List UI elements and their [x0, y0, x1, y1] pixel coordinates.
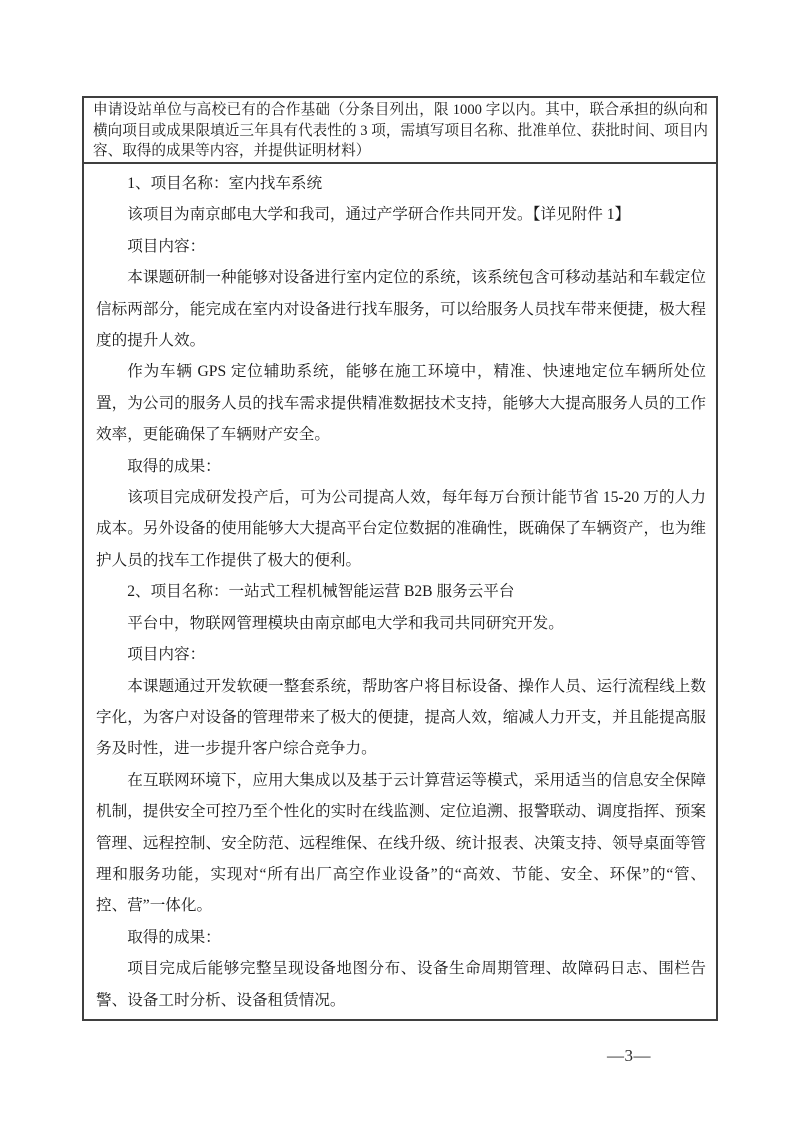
content-paragraph: 项目内容： — [127, 237, 206, 255]
content-paragraph: 该项目为南京邮电大学和我司，通过产学研合作共同开发。【详见附件 1】 — [127, 206, 631, 224]
content-paragraph: 作为车辆 GPS 定位辅助系统，能够在施工环境中，精准、快速地定位车辆所处位置，为公司的服务人员的找车需求提供精准数据技术支持，能够大大提高服务人员的工作效率，更能确保了车辆财产安全。 — [96, 363, 706, 444]
content-paragraph: 该项目完成研发投产后，可为公司提高人效，每年每万台预计能节省 15-20 万的人力成本。另外设备的使用能够大大提高平台定位数据的准确性，既确保了车辆资产，也为维护人员的找车工作提供了极大的便利。 — [96, 489, 706, 569]
content-paragraph: 平台中，物联网管理模块由南京邮电大学和我司共同研究开发。 — [127, 614, 564, 632]
page-number: —3— — [607, 1046, 651, 1065]
content-paragraph: 本课题研制一种能够对设备进行室内定位的系统，该系统包含可移动基站和车载定位信标两部分，能完成在室内对设备进行找车服务，可以给服务人员找车带来便捷，极大程度的提升人效。 — [96, 269, 706, 350]
form-field-content — [84, 164, 716, 1019]
content-paragraph: 取得的成果： — [127, 457, 221, 475]
content-paragraph: 在互联网环境下，应用大集成以及基于云计算营运等模式，采用适当的信息安全保障机制，提供安全可控乃至个性化的实时在线监测、定位追溯、报警联动、调度指挥、预案管理、远程控制、安全防范、远程维保、在线升级、统计报表、决策支持、领导桌面等管理和服务功能，实现对“所有出厂高空作业设备”的“高效、节能、安全、环保”的“管、控、营”一体化。 — [96, 771, 706, 915]
content-paragraph: 2、项目名称：一站式工程机械智能运营 B2B 服务云平台 — [127, 583, 515, 601]
form-field-label: 申请设站单位与高校已有的合作基础（分条目列出，限 1000 字以内。其中，联合承担的纵向和横向项目或成果限填近三年具有代表性的 3 项，需填写项目名称、批准单位、获批时间、项目内容、取得的成果等内容，并提供证明材料） — [93, 102, 708, 160]
content-paragraph: 1、项目名称：室内找车系统 — [127, 175, 323, 192]
content-paragraph: 项目完成后能够完整呈现设备地图分布、设备生命周期管理、故障码日志、围栏告警、设备工时分析、设备租赁情况。 — [96, 960, 706, 1009]
content-paragraph: 项目内容： — [127, 646, 206, 664]
cooperation-basis-table — [82, 96, 718, 1021]
content-paragraph: 取得的成果： — [127, 928, 221, 946]
content-paragraph: 本课题通过开发软硬一整套系统，帮助客户将目标设备、操作人员、运行流程线上数字化，为客户对设备的管理带来了极大的便捷，提高人效，缩减人力开支，并且能提高服务及时性，进一步提升客户综合竞争力。 — [96, 677, 706, 758]
table-header-cell — [84, 98, 716, 164]
